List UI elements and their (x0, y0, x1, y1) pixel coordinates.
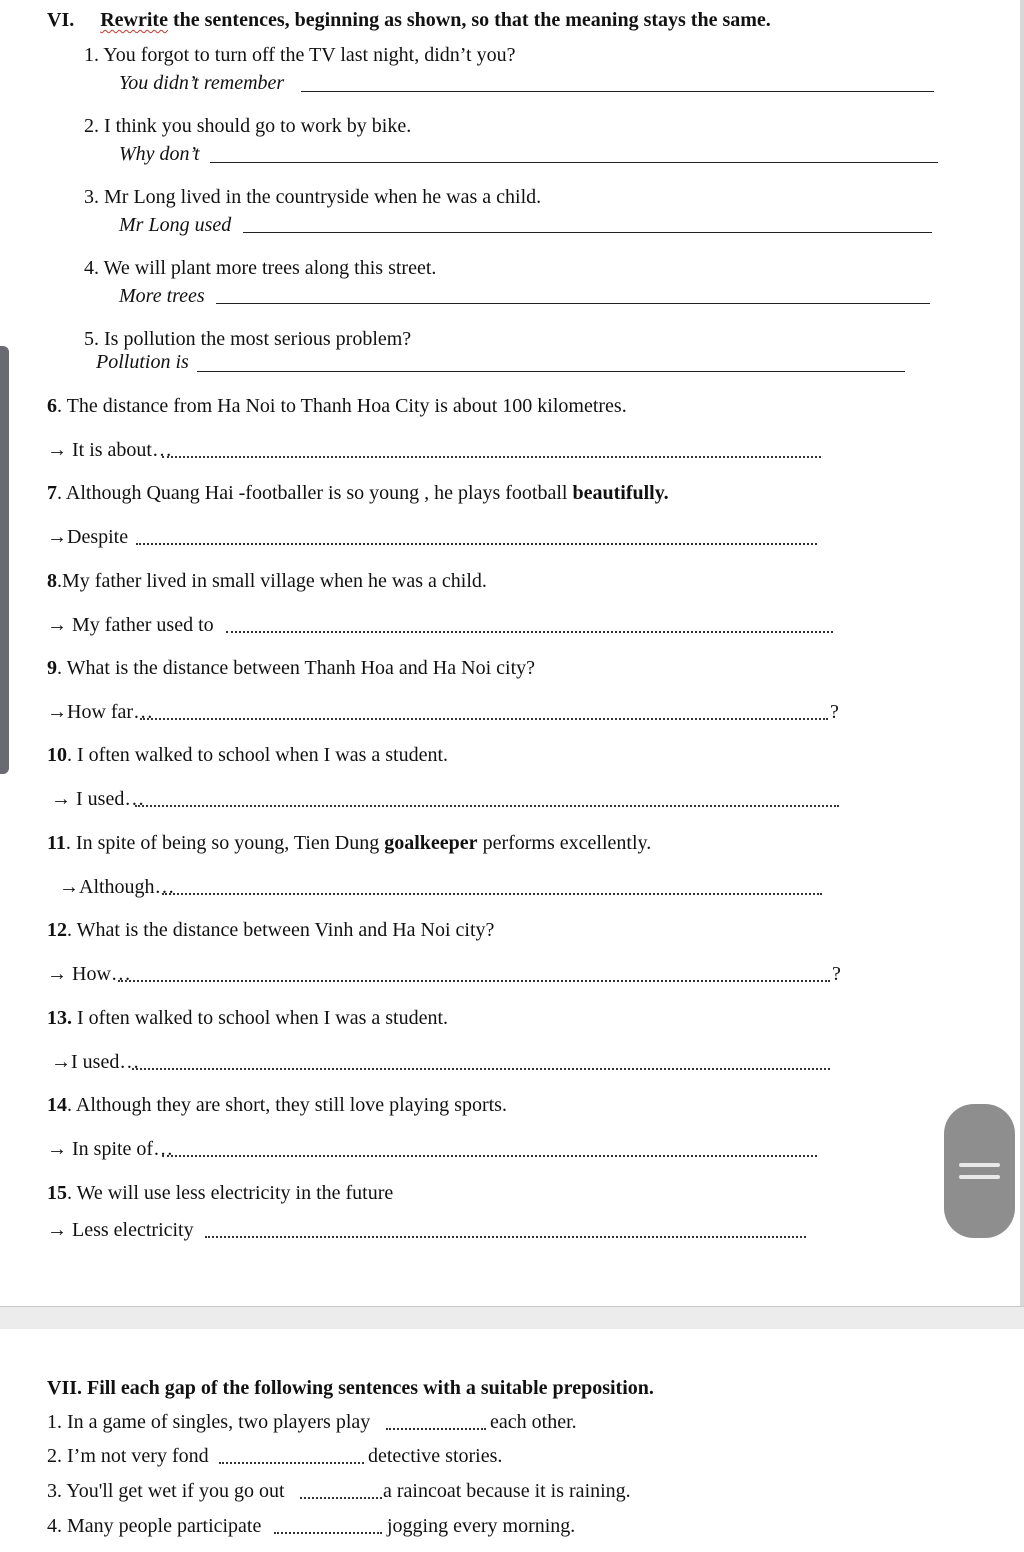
answer-dots-11 (162, 889, 822, 895)
preposition-blank-2 (219, 1458, 364, 1464)
exercise-answer-prompt-1: You didn’t remember (119, 72, 285, 94)
exercise-question-10: 10. I often walked to school when I was a student. (47, 744, 449, 766)
exercise-question-8: 8.My father lived in small village when he was a child. (47, 570, 487, 592)
section-6-heading-keyword: Rewrite (100, 9, 168, 31)
answer-dots-15 (205, 1232, 806, 1238)
exercise-question-13: 13. I often walked to school when I was a student. (47, 1007, 449, 1029)
page-edge-shadow (1020, 0, 1024, 1306)
preposition-question-3-start: 3. You'll get wet if you go out (47, 1480, 285, 1502)
answer-line-1 (301, 91, 934, 92)
drag-handle-bar-bottom (959, 1175, 1000, 1179)
exercise-question-6: 6. The distance from Ha Noi to Thanh Hoa City is about 100 kilometres. (47, 395, 627, 417)
drag-handle-icon[interactable] (944, 1104, 1015, 1238)
exercise-question-5: 5. Is pollution the most serious problem? (84, 328, 412, 350)
preposition-blank-1 (386, 1424, 486, 1430)
preposition-blank-3 (300, 1493, 382, 1499)
answer-dots-14 (162, 1151, 817, 1157)
answer-dots-10 (135, 801, 839, 807)
exercise-answer-prompt-4: More trees (119, 285, 205, 307)
section-6-heading (47, 8, 771, 32)
exercise-answer-prompt-14: → In spite of… (47, 1138, 174, 1160)
preposition-blank-4 (274, 1528, 382, 1534)
exercise-question-3: 3. Mr Long lived in the countryside when he was a child. (84, 186, 542, 208)
exercise-question-4: 4. We will plant more trees along this street. (84, 257, 437, 279)
answer-line-2 (210, 162, 938, 163)
exercise-answer-prompt-11: →Although… (59, 876, 175, 898)
preposition-question-2-end: detective stories. (368, 1445, 503, 1467)
exercise-question-7: 7. Although Quang Hai -footballer is so young , he plays football beautifully. (47, 482, 669, 504)
exercise-question-12: 12. What is the distance between Vinh and Ha Noi city? (47, 919, 495, 941)
exercise-answer-prompt-5: Pollution is (96, 351, 189, 373)
answer-dots-13 (132, 1064, 830, 1070)
document-page-2 (0, 1329, 1024, 1552)
preposition-question-1-start: 1. In a game of singles, two players play (47, 1411, 371, 1433)
exercise-answer-prompt-2: Why don’t (119, 143, 200, 165)
exercise-question-1: 1. You forgot to turn off the TV last night, didn’t you? (84, 44, 516, 66)
exercise-answer-prompt-3: Mr Long used (119, 214, 232, 236)
preposition-question-4-start: 4. Many people participate (47, 1515, 262, 1537)
page-separator (0, 1306, 1024, 1330)
answer-end-mark-12: ? (832, 963, 841, 985)
drag-handle-bar-top (959, 1163, 1000, 1167)
answer-dots-6 (162, 452, 821, 458)
answer-dots-7 (136, 539, 817, 545)
left-page-scroll-indicator[interactable] (0, 346, 9, 774)
preposition-question-4-end: jogging every morning. (387, 1515, 576, 1537)
exercise-answer-prompt-13: →I used… (51, 1051, 140, 1073)
exercise-answer-prompt-6: → It is about… (47, 439, 172, 461)
exercise-answer-prompt-15: → Less electricity (47, 1219, 194, 1241)
exercise-answer-prompt-12: → How… (47, 963, 131, 985)
answer-dots-8 (226, 627, 833, 633)
exercise-question-9: 9. What is the distance between Thanh Hoa and Ha Noi city? (47, 657, 535, 679)
exercise-question-11: 11. In spite of being so young, Tien Dung goalkeeper performs excellently. (47, 832, 652, 854)
answer-line-5 (197, 371, 905, 372)
section-6-heading-rest: the sentences, beginning as shown, so that the meaning stays the same. (172, 9, 771, 31)
section-7-heading: VII. Fill each gap of the following sentences with a suitable preposition. (47, 1377, 654, 1399)
exercise-question-15: 15. We will use less electricity in the future (47, 1182, 394, 1204)
exercise-question-2: 2. I think you should go to work by bike. (84, 115, 412, 137)
answer-line-4 (216, 303, 930, 304)
answer-line-3 (243, 232, 932, 233)
answer-dots-12 (118, 976, 830, 982)
exercise-answer-prompt-7: →Despite (47, 526, 129, 548)
answer-end-mark-9: ? (830, 701, 839, 723)
exercise-answer-prompt-8: → My father used to (47, 614, 214, 636)
preposition-question-2-start: 2. I’m not very fond (47, 1445, 209, 1467)
preposition-question-3-end: a raincoat because it is raining. (383, 1480, 631, 1502)
section-6-number: VI. (47, 9, 75, 31)
preposition-question-1-end: each other. (490, 1411, 577, 1433)
exercise-question-14: 14. Although they are short, they still love playing sports. (47, 1094, 507, 1116)
exercise-answer-prompt-9: →How far… (47, 701, 154, 723)
answer-dots-9 (140, 714, 828, 720)
exercise-answer-prompt-10: → I used… (51, 788, 145, 810)
